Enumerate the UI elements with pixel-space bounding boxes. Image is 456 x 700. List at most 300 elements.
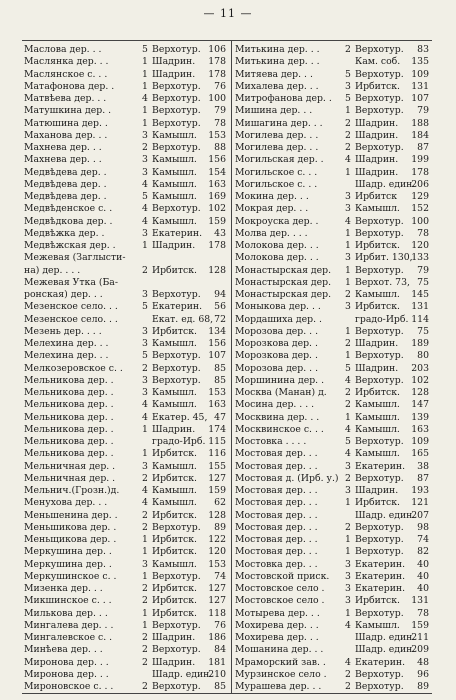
district-name: Екатерин. bbox=[152, 227, 203, 239]
volost-number: 1 bbox=[142, 240, 148, 251]
volost-number: 3 bbox=[345, 203, 351, 215]
index-entry bbox=[24, 216, 227, 228]
index-entry bbox=[235, 608, 430, 620]
page-ref: 155 bbox=[208, 460, 226, 472]
district-name: Верхотур. bbox=[355, 215, 404, 227]
volost-number: 1 bbox=[345, 276, 351, 288]
page-ref: 100 bbox=[208, 93, 226, 104]
place-name: Маханова дер. . . bbox=[24, 129, 108, 141]
place-name: Медвѣденское с. . bbox=[24, 203, 113, 215]
place-name: Могильское с. . . bbox=[235, 178, 318, 190]
place-name: Молокова дер. . . bbox=[235, 240, 319, 251]
volost-number: 5 bbox=[142, 191, 148, 202]
page-ref: 98 bbox=[417, 521, 429, 533]
page-ref: 159 bbox=[208, 215, 226, 227]
page-ref: 85 bbox=[214, 362, 226, 374]
district-name: Верхотур. bbox=[355, 472, 404, 484]
district-name: Верхотур. bbox=[152, 619, 201, 631]
page-ref: 165 bbox=[411, 448, 429, 460]
district-name: Ирбитск. bbox=[152, 595, 197, 607]
volost-number: 3 bbox=[142, 558, 148, 570]
volost-number: 2 bbox=[142, 142, 148, 153]
page-ref: 188 bbox=[411, 117, 429, 129]
district-name: Камышл. bbox=[152, 215, 197, 227]
place-name: Меркушина дер. . bbox=[24, 546, 112, 558]
page-ref: 178 bbox=[208, 240, 226, 251]
place-name: Мокина дер. . . bbox=[235, 191, 309, 202]
index-entry bbox=[24, 277, 227, 289]
index-entry bbox=[24, 203, 227, 215]
index-entry bbox=[24, 461, 227, 473]
volost-number: 3 bbox=[142, 374, 148, 386]
place-name: Монастырская дер. bbox=[235, 276, 332, 288]
index-entry bbox=[24, 608, 227, 620]
district-name: Верхотур. bbox=[355, 264, 404, 276]
district-name: градо-Ирб. bbox=[152, 436, 206, 447]
page-ref: 159 bbox=[411, 619, 429, 631]
volost-number: 4 bbox=[142, 485, 148, 496]
page-ref: 127 bbox=[208, 595, 226, 607]
page-ref: 43 bbox=[214, 227, 226, 239]
district-name: Верхотур. bbox=[152, 80, 201, 92]
district-name: Шадрин. bbox=[152, 240, 196, 251]
page-ref: 147 bbox=[411, 399, 429, 411]
volost-number: 2 bbox=[142, 509, 148, 521]
index-entry bbox=[24, 191, 227, 203]
place-name: Мостовая д. (Ирб. у.) bbox=[235, 472, 339, 484]
volost-number: 3 bbox=[142, 387, 148, 398]
index-entry bbox=[235, 375, 430, 387]
index-entry bbox=[235, 620, 430, 632]
place-name: Мезень дер. . . . bbox=[24, 325, 102, 337]
place-name: Мостовка дер. . . bbox=[235, 558, 318, 570]
index-entry bbox=[24, 301, 227, 313]
page-ref: 189 bbox=[411, 338, 429, 349]
district-name: Верхотур. bbox=[152, 105, 201, 117]
district-name: Верхотур. bbox=[355, 325, 404, 337]
volost-number: 2 bbox=[142, 264, 148, 276]
index-entry bbox=[235, 571, 430, 583]
page-ref: 135 bbox=[411, 56, 429, 68]
place-name: Мелехина дер. . . bbox=[24, 338, 109, 349]
place-name: Мостовая дер. . . bbox=[235, 521, 318, 533]
index-entry bbox=[235, 69, 430, 81]
district-name: Ирбитск. bbox=[152, 546, 197, 558]
district-name: Шадр. един. bbox=[355, 644, 416, 656]
index-entry bbox=[235, 142, 430, 154]
page-ref: 40 bbox=[417, 558, 429, 570]
volost-number: 5 bbox=[142, 350, 148, 362]
volost-number: 2 bbox=[142, 521, 148, 533]
page-ref: 203 bbox=[411, 362, 429, 374]
district-name: Шадрин. bbox=[355, 485, 399, 496]
place-name: Махнева дер. . . bbox=[24, 142, 102, 153]
volost-number: 5 bbox=[345, 362, 351, 374]
place-name: Митрофанова дер. . bbox=[235, 93, 332, 104]
place-name: Мотырева дер. . . bbox=[235, 607, 320, 619]
district-name: Камышл. bbox=[152, 387, 197, 398]
page-ref: 186 bbox=[208, 632, 226, 643]
page-ref: 120 bbox=[411, 240, 429, 251]
volost-number: 3 bbox=[345, 570, 351, 582]
place-name: Мельникова дер. . bbox=[24, 448, 114, 460]
index-entry bbox=[235, 338, 430, 350]
place-name: Митькина дер. . . bbox=[235, 44, 320, 55]
page-ref: 116 bbox=[208, 448, 226, 460]
page-ref: 139 bbox=[411, 411, 429, 423]
district-name: Камышл. bbox=[355, 423, 400, 435]
place-name: Мостовая дер. . . bbox=[235, 448, 318, 460]
place-name: Мельничная дер. . bbox=[24, 472, 116, 484]
volost-number: 2 bbox=[345, 289, 351, 300]
volost-number: 3 bbox=[345, 252, 351, 264]
page-ref: 134 bbox=[208, 325, 226, 337]
page-ref: 193 bbox=[411, 485, 429, 496]
page-ref: 128 bbox=[411, 387, 429, 398]
index-entry bbox=[235, 228, 430, 240]
district-name: Камышл. bbox=[152, 558, 197, 570]
volost-number: 1 bbox=[345, 607, 351, 619]
index-entry bbox=[235, 326, 430, 338]
index-entry bbox=[24, 387, 227, 399]
page-ref: 120 bbox=[208, 546, 226, 558]
page-ref: 156 bbox=[208, 338, 226, 349]
place-name: Мостовая дер. . . bbox=[235, 509, 318, 521]
index-entry bbox=[235, 522, 430, 534]
index-entry bbox=[24, 228, 227, 240]
page-ref: 174 bbox=[208, 423, 226, 435]
place-name: Медвѣдева дер. . bbox=[24, 178, 107, 190]
volost-number: 4 bbox=[142, 178, 148, 190]
volost-number: 1 bbox=[345, 350, 351, 362]
index-entry bbox=[235, 448, 430, 460]
place-name: Милькова дер. . . bbox=[24, 607, 108, 619]
district-name: Ирбитск. bbox=[355, 301, 400, 313]
district-name: Шадрин. bbox=[152, 68, 196, 80]
page-ref: 40 bbox=[417, 583, 429, 594]
page-ref: 76 bbox=[214, 80, 226, 92]
volost-number: 1 bbox=[345, 411, 351, 423]
district-name: Екатерин. bbox=[355, 558, 406, 570]
district-name: Камышл. bbox=[152, 129, 197, 141]
index-entry bbox=[24, 338, 227, 350]
volost-number: 4 bbox=[345, 374, 351, 386]
district-name: Камышл. bbox=[152, 460, 197, 472]
index-entry bbox=[235, 277, 430, 289]
index-entry bbox=[235, 473, 430, 485]
place-name: Мингалева дер. . . bbox=[24, 619, 114, 631]
place-name: Мингалевское с. . bbox=[24, 632, 113, 643]
place-name: Москвина дер. . . bbox=[235, 411, 320, 423]
index-entry bbox=[235, 265, 430, 277]
index-entry bbox=[24, 105, 227, 117]
page-ref: 72 bbox=[214, 313, 226, 325]
index-entry bbox=[24, 240, 227, 252]
district-name: Камышл. bbox=[152, 154, 197, 166]
place-name: Мостовское село . bbox=[235, 583, 325, 594]
page-ref: 83 bbox=[417, 44, 429, 55]
index-entry bbox=[235, 179, 430, 191]
volost-number: 2 bbox=[345, 681, 351, 692]
volost-number: 1 bbox=[345, 105, 351, 117]
index-entry bbox=[235, 93, 430, 105]
district-name: Шадрин. bbox=[152, 656, 196, 668]
page-ref: 109 bbox=[411, 436, 429, 447]
place-name: Мошанина дер. . . bbox=[235, 644, 324, 656]
place-name: Могилева дер. . . bbox=[235, 129, 319, 141]
district-name: Шадрин. bbox=[152, 632, 196, 643]
page-number: — 11 — bbox=[203, 7, 253, 20]
place-name: Мостовая дер. . . bbox=[235, 497, 318, 509]
volost-number: 3 bbox=[142, 289, 148, 300]
page-ref: 131 bbox=[411, 80, 429, 92]
index-entry bbox=[24, 154, 227, 166]
page-ref: 131 bbox=[411, 595, 429, 607]
page-ref: 121 bbox=[411, 497, 429, 509]
volost-number: 1 bbox=[345, 227, 351, 239]
district-name: Камышл. bbox=[355, 448, 400, 460]
place-name: Мохирева дер. . . bbox=[235, 632, 319, 643]
district-name: Верхотур. bbox=[152, 44, 201, 55]
page-ref: 78 bbox=[214, 117, 226, 129]
page-ref: 80 bbox=[417, 350, 429, 362]
index-entry bbox=[235, 350, 430, 362]
district-name: Ирбитск. bbox=[152, 607, 197, 619]
index-entry bbox=[24, 265, 227, 277]
place-name: Маслова дер. . . bbox=[24, 44, 102, 55]
place-name: Морозкова дер. . bbox=[235, 350, 318, 362]
place-name: Мироновское с. . . bbox=[24, 681, 114, 692]
place-name: Москвинское с. . . bbox=[235, 423, 324, 435]
index-entry bbox=[24, 142, 227, 154]
district-name: Камышл. bbox=[355, 619, 400, 631]
district-name: Верхотур. bbox=[355, 105, 404, 117]
volost-number: 2 bbox=[345, 117, 351, 129]
place-name: Мраморский зав. . bbox=[235, 656, 326, 668]
index-entry bbox=[235, 105, 430, 117]
index-entry bbox=[235, 412, 430, 424]
volost-number: 1 bbox=[142, 534, 148, 545]
index-entry bbox=[24, 657, 227, 669]
place-name: Митькина дер. . . bbox=[235, 56, 320, 68]
page-ref: 107 bbox=[411, 93, 429, 104]
index-entry bbox=[235, 461, 430, 473]
index-entry bbox=[24, 81, 227, 93]
place-name: Матушкина дер. . bbox=[24, 105, 112, 117]
page-ref: 163 bbox=[208, 399, 226, 411]
page-ref: 207 bbox=[411, 509, 429, 521]
volost-number: 1 bbox=[142, 68, 148, 80]
volost-number: 4 bbox=[345, 154, 351, 166]
place-name: Межевая Утка (Ба- bbox=[24, 276, 118, 288]
page-ref: 210 bbox=[208, 668, 226, 680]
page-ref: 128 bbox=[208, 264, 226, 276]
page-ref: 133 bbox=[411, 252, 429, 264]
index-entry bbox=[235, 81, 430, 93]
page-ref: 163 bbox=[411, 423, 429, 435]
volost-number: 1 bbox=[142, 423, 148, 435]
page-ref: 178 bbox=[411, 166, 429, 178]
place-name: Мостовая дер. . . bbox=[235, 546, 318, 558]
page-ref: 102 bbox=[208, 203, 226, 215]
district-name: градо-Ирб. bbox=[355, 313, 409, 325]
page-ref: 178 bbox=[208, 68, 226, 80]
page-ref: 78 bbox=[417, 607, 429, 619]
page-ref: 163 bbox=[208, 178, 226, 190]
index-entry bbox=[235, 252, 430, 264]
district-name: Камышл. bbox=[152, 399, 197, 411]
index-entry bbox=[235, 534, 430, 546]
page-ref: 115 bbox=[208, 436, 226, 447]
page-ref: 87 bbox=[417, 142, 429, 153]
place-name: Мокроуска дер. . bbox=[235, 215, 319, 227]
index-entry bbox=[235, 583, 430, 595]
page-ref: 102 bbox=[411, 374, 429, 386]
volost-number: 4 bbox=[345, 619, 351, 631]
page-ref: 56 bbox=[214, 301, 226, 313]
index-entry bbox=[24, 314, 227, 326]
index-entry bbox=[235, 485, 430, 497]
page-ref: 145 bbox=[411, 289, 429, 300]
place-name: Мезенское село. . . bbox=[24, 301, 118, 313]
place-name: Медвѣдкова дер. . bbox=[24, 215, 113, 227]
volost-number: 1 bbox=[142, 448, 148, 460]
district-name: Камышл. bbox=[355, 399, 400, 411]
volost-number: 2 bbox=[345, 387, 351, 398]
place-name: Мельникова дер. . bbox=[24, 374, 114, 386]
index-entry bbox=[24, 424, 227, 436]
index-entry bbox=[24, 583, 227, 595]
district-name: Камышл. bbox=[152, 497, 197, 509]
volost-number: 2 bbox=[345, 668, 351, 680]
district-name: Ирбитск. bbox=[152, 264, 197, 276]
index-entry bbox=[235, 301, 430, 313]
page-ref: 79 bbox=[214, 105, 226, 117]
index-entry bbox=[235, 191, 430, 203]
page-ref: 107 bbox=[208, 350, 226, 362]
district-name: Верхотур. bbox=[355, 227, 404, 239]
place-name: Маслянка дер. . . bbox=[24, 56, 109, 68]
district-name: Камышл. bbox=[355, 289, 400, 300]
volost-number: 2 bbox=[345, 472, 351, 484]
volost-number: 3 bbox=[345, 191, 351, 202]
volost-number: 1 bbox=[142, 619, 148, 631]
index-entry bbox=[24, 399, 227, 411]
district-name: Верхотур. bbox=[152, 289, 201, 300]
place-name: Морозкова дер. . bbox=[235, 338, 318, 349]
volost-number: 3 bbox=[345, 595, 351, 607]
volost-number: 3 bbox=[345, 80, 351, 92]
district-name: Верхотур. bbox=[152, 362, 201, 374]
column-divider bbox=[231, 41, 232, 693]
page-ref: 79 bbox=[417, 105, 429, 117]
place-name: Моршинина дер. . bbox=[235, 374, 325, 386]
district-name: Екатерин. bbox=[355, 570, 406, 582]
index-entry bbox=[235, 632, 430, 644]
index-entry bbox=[235, 595, 430, 607]
volost-number: 2 bbox=[142, 362, 148, 374]
district-name: Верхотур. bbox=[355, 374, 404, 386]
volost-number: 3 bbox=[142, 154, 148, 166]
page-ref: 184 bbox=[411, 129, 429, 141]
page-ref: 62 bbox=[214, 497, 226, 509]
place-name: Махнева дер. . . bbox=[24, 154, 102, 166]
index-entry bbox=[235, 681, 430, 693]
index-table bbox=[22, 40, 432, 694]
place-name: Меньшикова дер. . bbox=[24, 521, 117, 533]
index-entry bbox=[24, 167, 227, 179]
district-name: Ирбитск. bbox=[152, 448, 197, 460]
index-entry bbox=[24, 546, 227, 558]
volost-number: 1 bbox=[345, 325, 351, 337]
volost-number: 3 bbox=[345, 558, 351, 570]
index-entry bbox=[235, 546, 430, 558]
page-ref: 127 bbox=[208, 472, 226, 484]
place-name: ронская) дер. . . bbox=[24, 289, 103, 300]
place-name: Мостовское село . bbox=[235, 595, 325, 607]
district-name: Верхотур. bbox=[355, 534, 404, 545]
page-ref: 74 bbox=[214, 570, 226, 582]
volost-number: 1 bbox=[345, 166, 351, 178]
index-entry bbox=[235, 118, 430, 130]
volost-number: 3 bbox=[345, 460, 351, 472]
place-name: Мельничная дер. . bbox=[24, 460, 116, 472]
place-name: Меньшенина дер. . bbox=[24, 509, 118, 521]
index-entry bbox=[24, 350, 227, 362]
index-entry bbox=[24, 669, 227, 681]
volost-number: 4 bbox=[142, 93, 148, 104]
volost-number: 1 bbox=[345, 534, 351, 545]
volost-number: 1 bbox=[142, 56, 148, 68]
place-name: Медвѣдева дер. . bbox=[24, 191, 107, 202]
district-name: Камышл. bbox=[152, 191, 197, 202]
volost-number: 1 bbox=[142, 546, 148, 558]
page-ref: 82 bbox=[417, 546, 429, 558]
page-ref: 109 bbox=[411, 68, 429, 80]
district-name: Верхотур. bbox=[152, 570, 201, 582]
index-entry bbox=[24, 595, 227, 607]
district-name: Верхотур. bbox=[355, 436, 404, 447]
place-name: Маслянское с. . . bbox=[24, 68, 108, 80]
place-name: Могилева дер. . . bbox=[235, 142, 319, 153]
place-name: Михалева дер. . . bbox=[235, 80, 319, 92]
place-name: Мельнич.(Грозн.)д. bbox=[24, 485, 120, 496]
district-name: Верхотур. bbox=[152, 93, 201, 104]
page-ref: 122 bbox=[208, 534, 226, 545]
index-entry bbox=[24, 436, 227, 448]
index-entry bbox=[24, 473, 227, 485]
district-name: Верхотур. bbox=[355, 521, 404, 533]
index-entry bbox=[24, 363, 227, 375]
district-name: Верхотур. bbox=[152, 521, 201, 533]
page-ref: 94 bbox=[214, 289, 226, 300]
volost-number: 1 bbox=[142, 105, 148, 117]
volost-number: 1 bbox=[142, 570, 148, 582]
place-name: Мосина дер. . . . bbox=[235, 399, 315, 411]
page-ref: 89 bbox=[417, 681, 429, 692]
place-name: Меркушинское с. . bbox=[24, 570, 117, 582]
index-entry bbox=[235, 497, 430, 509]
district-name: Екатерин. bbox=[355, 656, 406, 668]
place-name: на) дер. . . . bbox=[24, 264, 81, 276]
district-name: Камышл. bbox=[152, 485, 197, 496]
volost-number: 4 bbox=[142, 399, 148, 411]
index-entry bbox=[24, 252, 227, 264]
page-ref: 87 bbox=[417, 472, 429, 484]
index-entry bbox=[24, 534, 227, 546]
volost-number: 2 bbox=[142, 595, 148, 607]
index-column-left bbox=[24, 44, 227, 693]
